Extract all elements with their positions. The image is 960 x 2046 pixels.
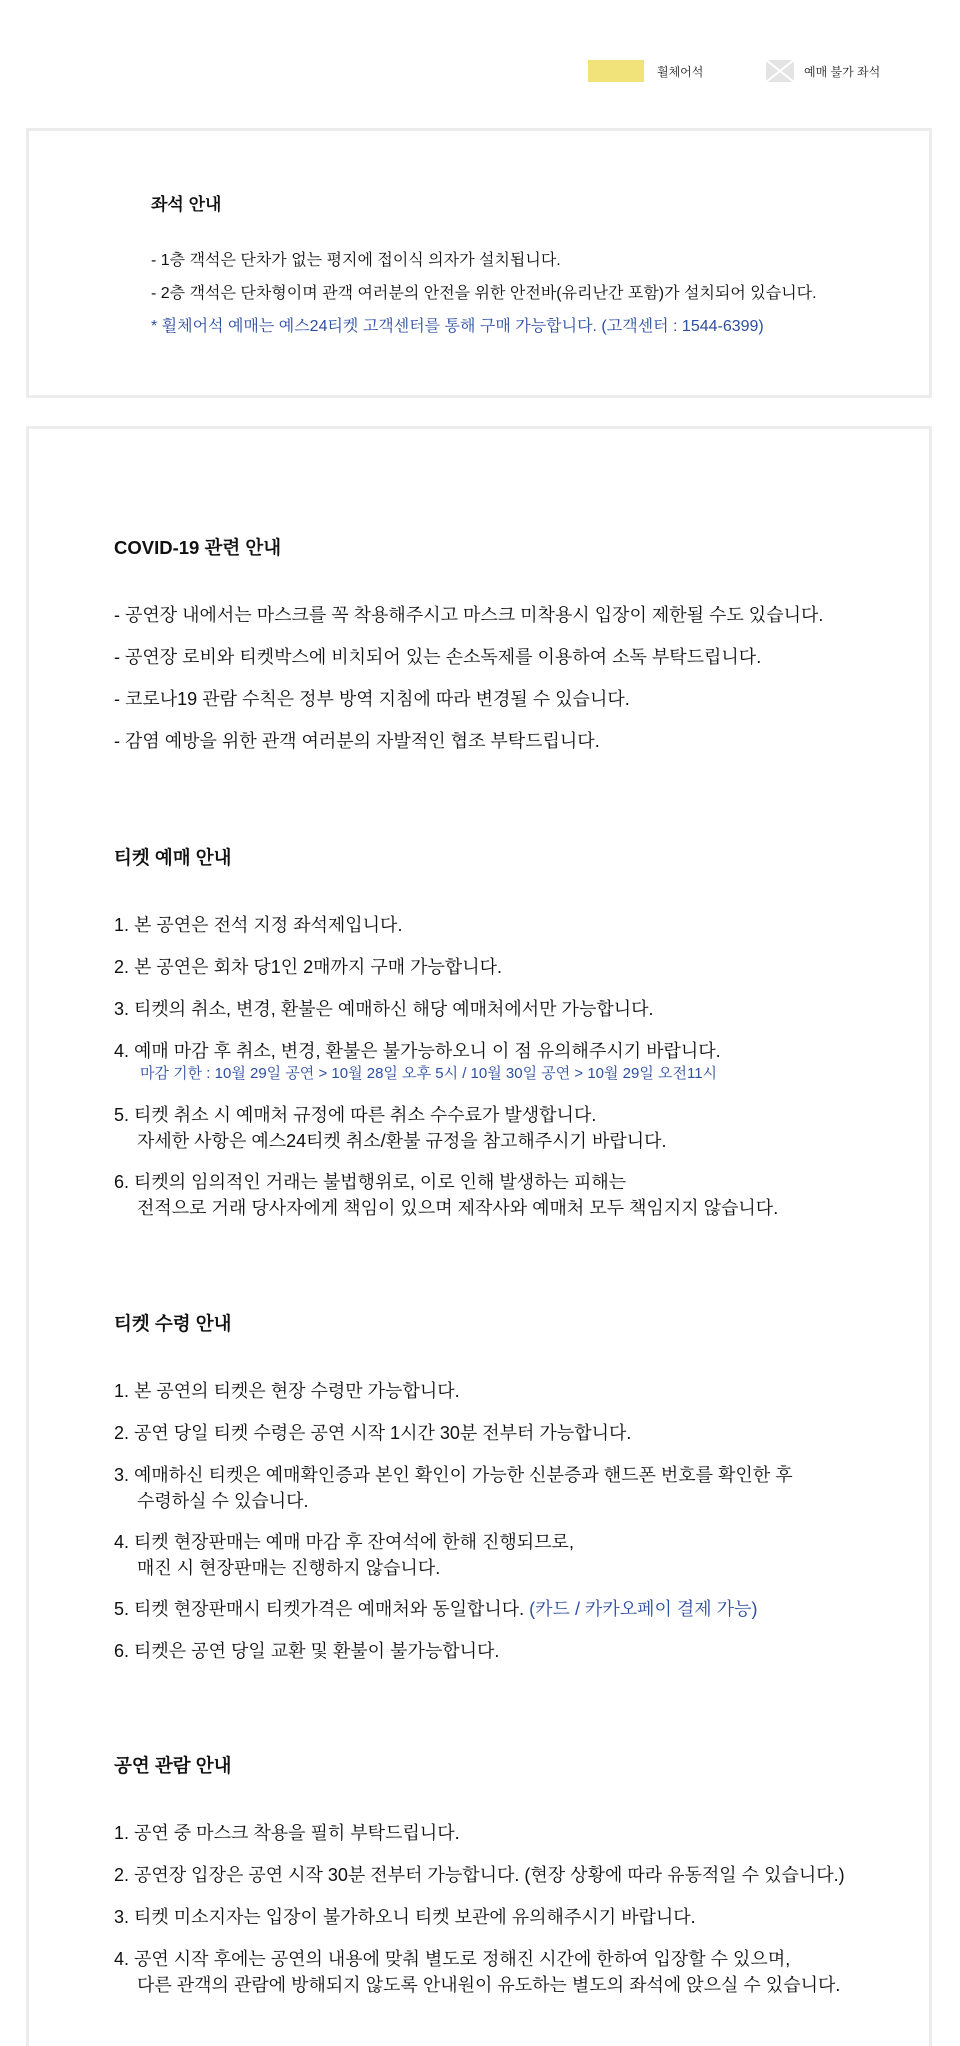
seat-legend (0, 58, 960, 84)
booking-item: 1. 본 공연은 전석 지정 좌석제입니다. (114, 915, 403, 935)
pickup-item: 1. 본 공연의 티켓은 현장 수령만 가능합니다. (114, 1381, 460, 1401)
unavailable-seat-label: 예매 불가 좌석 (804, 65, 881, 79)
viewing-item: 4. 공연 시작 후에는 공연의 내용에 맞춰 별도로 정해진 시간에 한하여 입장할 수 있으며, (114, 1949, 791, 1969)
covid-line: - 공연장 로비와 티켓박스에 비치되어 있는 손소독제를 이용하여 소독 부탁드립니다. (114, 647, 762, 667)
wheelchair-booking-note: * 휠체어석 예매는 예스24티켓 고객센터를 통해 구매 가능합니다. (고객센터 : 1544-6399) (151, 318, 764, 335)
viewing-item: 1. 공연 중 마스크 착용을 필히 부탁드립니다. (114, 1823, 460, 1843)
pickup-item-continued: 수령하실 수 있습니다. (137, 1491, 309, 1511)
booking-item: 4. 예매 마감 후 취소, 변경, 환불은 불가능하오니 이 점 유의해주시기 바랍니다. (114, 1041, 721, 1061)
payment-methods-note: (카드 / 카카오페이 결제 가능) (529, 1599, 758, 1619)
pickup-item: 2. 공연 당일 티켓 수령은 공연 시작 1시간 30분 전부터 가능합니다. (114, 1423, 632, 1443)
viewing-item: 2. 공연장 입장은 공연 시작 30분 전부터 가능합니다. (현장 상황에 따라 유동적일 수 있습니다.) (114, 1865, 845, 1885)
pickup-item-continued: 매진 시 현장판매는 진행하지 않습니다. (137, 1558, 441, 1578)
seat-info-line: - 2층 객석은 단차형이며 관객 여러분의 안전을 위한 안전바(유리난간 포함)가 설치되어 있습니다. (151, 285, 817, 302)
seat-info-title: 좌석 안내 (151, 195, 222, 214)
seat-info-line: - 1층 객석은 단차가 없는 평지에 접이식 의자가 설치됩니다. (151, 252, 561, 269)
viewing-section-title: 공연 관람 안내 (114, 1755, 232, 1776)
pickup-item-text: 5. 티켓 현장판매시 티켓가격은 예매처와 동일합니다. (114, 1599, 530, 1619)
covid-line: - 감염 예방을 위한 관객 여러분의 자발적인 협조 부탁드립니다. (114, 731, 600, 751)
covid-line: - 공연장 내에서는 마스크를 꼭 착용해주시고 마스크 미착용시 입장이 제한될 수도 있습니다. (114, 605, 824, 625)
covid-section-title: COVID-19 관련 안내 (114, 537, 282, 558)
booking-item: 6. 티켓의 임의적인 거래는 불법행위로, 이로 인해 발생하는 피해는 (114, 1172, 627, 1192)
pickup-item: 4. 티켓 현장판매는 예매 마감 후 잔여석에 한해 진행되므로, (114, 1532, 574, 1552)
wheelchair-seat-swatch (588, 60, 644, 82)
notice-box (26, 426, 932, 2046)
pickup-section-title: 티켓 수령 안내 (114, 1313, 232, 1334)
booking-section-title: 티켓 예매 안내 (114, 847, 232, 868)
x-mark-icon (766, 60, 794, 82)
wheelchair-seat-label: 휠체어석 (657, 65, 704, 79)
pickup-item: 3. 예매하신 티켓은 예매확인증과 본인 확인이 가능한 신분증과 핸드폰 번호를 확인한 후 (114, 1465, 793, 1485)
booking-item: 5. 티켓 취소 시 예매처 규정에 따른 취소 수수료가 발생합니다. (114, 1105, 597, 1125)
booking-item: 2. 본 공연은 회차 당1인 2매까지 구매 가능합니다. (114, 957, 503, 977)
pickup-item (114, 1595, 757, 1621)
booking-item: 3. 티켓의 취소, 변경, 환불은 예매하신 해당 예매처에서만 가능합니다. (114, 999, 654, 1019)
viewing-item: 3. 티켓 미소지자는 입장이 불가하오니 티켓 보관에 유의해주시기 바랍니다. (114, 1907, 696, 1927)
booking-item-continued: 전적으로 거래 당사자에게 책임이 있으며 제작사와 예매처 모두 책임지지 않습니다. (137, 1198, 779, 1218)
viewing-item-continued: 다른 관객의 관람에 방해되지 않도록 안내원이 유도하는 별도의 좌석에 앉으실 수 있습니다. (137, 1975, 841, 1995)
pickup-item: 6. 티켓은 공연 당일 교환 및 환불이 불가능합니다. (114, 1641, 500, 1661)
booking-item-continued: 자세한 사항은 예스24티켓 취소/환불 규정을 참고해주시기 바랍니다. (137, 1131, 667, 1151)
covid-line: - 코로나19 관람 수칙은 정부 방역 지침에 따라 변경될 수 있습니다. (114, 689, 630, 709)
booking-deadline-note: 마감 기한 : 10월 29일 공연 > 10월 28일 오후 5시 / 10월 30일 공연 > 10월 29일 오전11시 (140, 1065, 718, 1082)
